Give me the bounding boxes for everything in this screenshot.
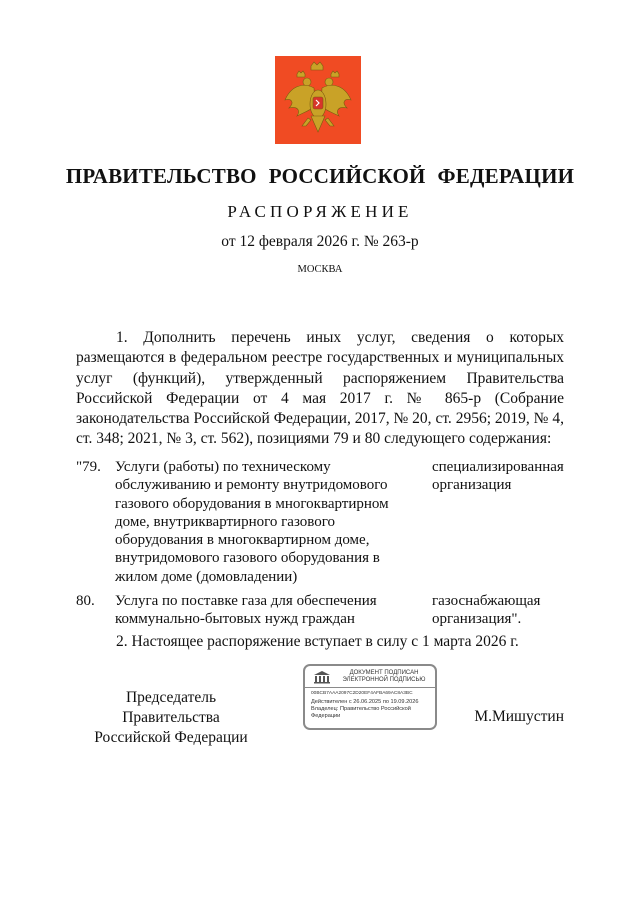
- gov-title-word-2: РОССИЙСКОЙ: [268, 164, 426, 188]
- certificate-validity: Действителен с 26.06.2025 по 19.09.2026: [311, 699, 419, 705]
- document-date-number: от 12 февраля 2026 г. № 263-р: [221, 233, 419, 250]
- item-organization: газоснабжающая организация".: [432, 593, 541, 628]
- coat-of-arms-icon: [275, 56, 361, 144]
- government-title: [0, 164, 640, 189]
- position-line-1: Председатель Правительства: [122, 689, 220, 726]
- position-line-2: Российской Федерации: [94, 729, 248, 746]
- item-service: Услуга по поставке газа для обеспечения коммунально-бытовых нужд граждан: [115, 593, 377, 628]
- gov-title-word-3: ФЕДЕРАЦИИ: [437, 164, 575, 188]
- item-number: 80.: [76, 593, 95, 609]
- item-service: Услуги (работы) по техническому обслуживанию и ремонту внутридомового газового оборудования в многоквартирном доме, внутриквартирного газового оборудования в многоквартирном доме, внутридомового газового оборудования в жилом доме (домовладении): [115, 459, 389, 585]
- document-type: РАСПОРЯЖЕНИЕ: [227, 202, 413, 221]
- building-icon: [313, 670, 331, 684]
- city: МОСКВА: [297, 264, 343, 275]
- item-organization: специализированная организация: [432, 459, 564, 494]
- gov-title-word-1: ПРАВИТЕЛЬСТВО: [65, 164, 257, 188]
- signatory-name: М.Мишустин: [474, 708, 564, 725]
- stamp-divider: [305, 687, 435, 688]
- stamp-title: [335, 670, 433, 684]
- stamp-title-line-1: ДОКУМЕНТ ПОДПИСАН: [349, 670, 419, 676]
- item-number: "79.: [76, 459, 101, 475]
- signatory-position: [76, 688, 266, 748]
- stamp-title-line-2: ЭЛЕКТРОННОЙ ПОДПИСЬЮ: [342, 677, 426, 683]
- certificate-serial: 00BCB7AAA2097C2D20EF4AFBA69AC8A3BC: [311, 691, 413, 696]
- certificate-owner: Владелец: Правительство Российской Федерации: [311, 706, 411, 719]
- paragraph-1: 1. Дополнить перечень иных услуг, сведения о которых размещаются в федеральном реестре государственных и муниципальных услуг (функций), утвержденный распоряжением Правительства Российской Федерации от 4 мая 2017 г. № 865-р (Собрание законодательства Российской Федерации, 2017, № 20, ст. 2956; 2019, № 4, ст. 348; 2021, № 3, ст. 562), позициями 79 и 80 следующего содержания:: [76, 329, 564, 448]
- electronic-signature-stamp: [303, 664, 437, 730]
- paragraph-2: 2. Настоящее распоряжение вступает в силу с 1 марта 2026 г.: [116, 633, 519, 650]
